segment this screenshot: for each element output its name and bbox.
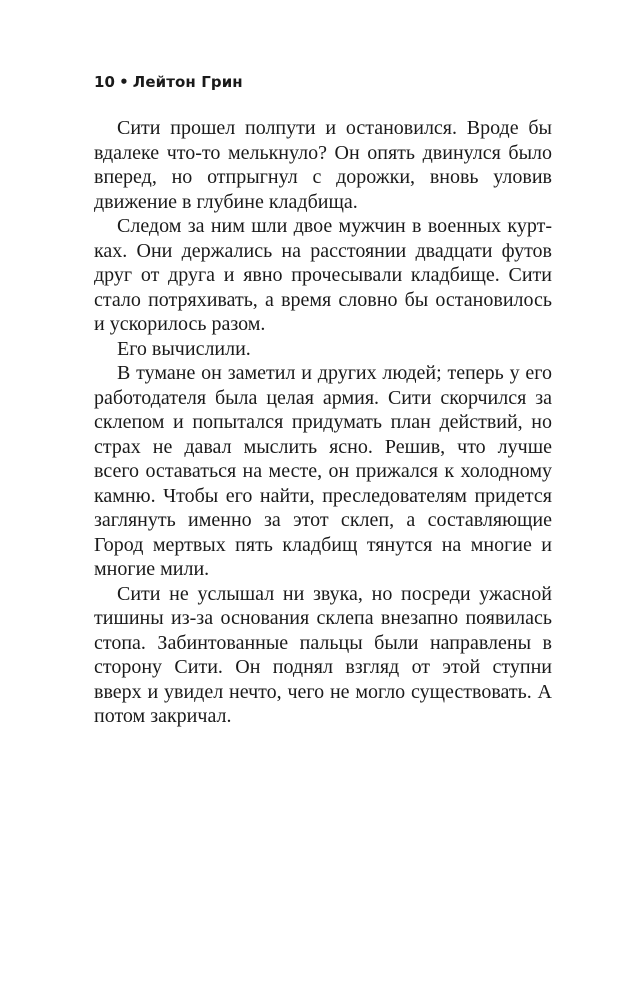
- author-name: Лейтон Грин: [132, 73, 243, 91]
- paragraph-4: В тумане он заметил и других людей; теперь у его работодателя была целая армия. Сити скорчился за склепом и попытался придумать план действий, но страх не давал мыслить ясно. Решив, что лучше всего оставаться на месте, он прижался к холодному камню. Чтобы его найти, преследователям придется заглянуть именно за этот склеп, а составляющие Город мертвых пять кладбищ тянутся на многие и многие мили.: [94, 362, 552, 580]
- paragraph-2: Следом за ним шли двое мужчин в военных куртках. Они держались на расстоянии двадцати футов друг от друга и явно прочесывали кладбище. Сити стало потряхивать, а время словно бы остановилось и ускорилось разом.: [94, 215, 552, 335]
- page-number: 10: [94, 73, 116, 91]
- body-text: [94, 116, 552, 729]
- header-separator: •: [119, 73, 129, 91]
- running-head: [94, 73, 243, 91]
- paragraph-5: Сити не услышал ни звука, но посреди ужасной тишины из-за основания склепа внезапно появилась стопа. Забинтованные пальцы были направлены в сторону Сити. Он поднял взгляд от этой ступни вверх и увидел нечто, чего не могло существовать. А потом закричал.: [94, 582, 552, 727]
- paragraph-1: Сити прошел полпути и остановился. Вроде бы вдалеке что-то мелькнуло? Он опять двинулся было вперед, но отпрыгнул с дорожки, вновь уловив движение в глубине кладбища.: [94, 117, 552, 213]
- paragraph-3: Его вычислили.: [117, 337, 251, 360]
